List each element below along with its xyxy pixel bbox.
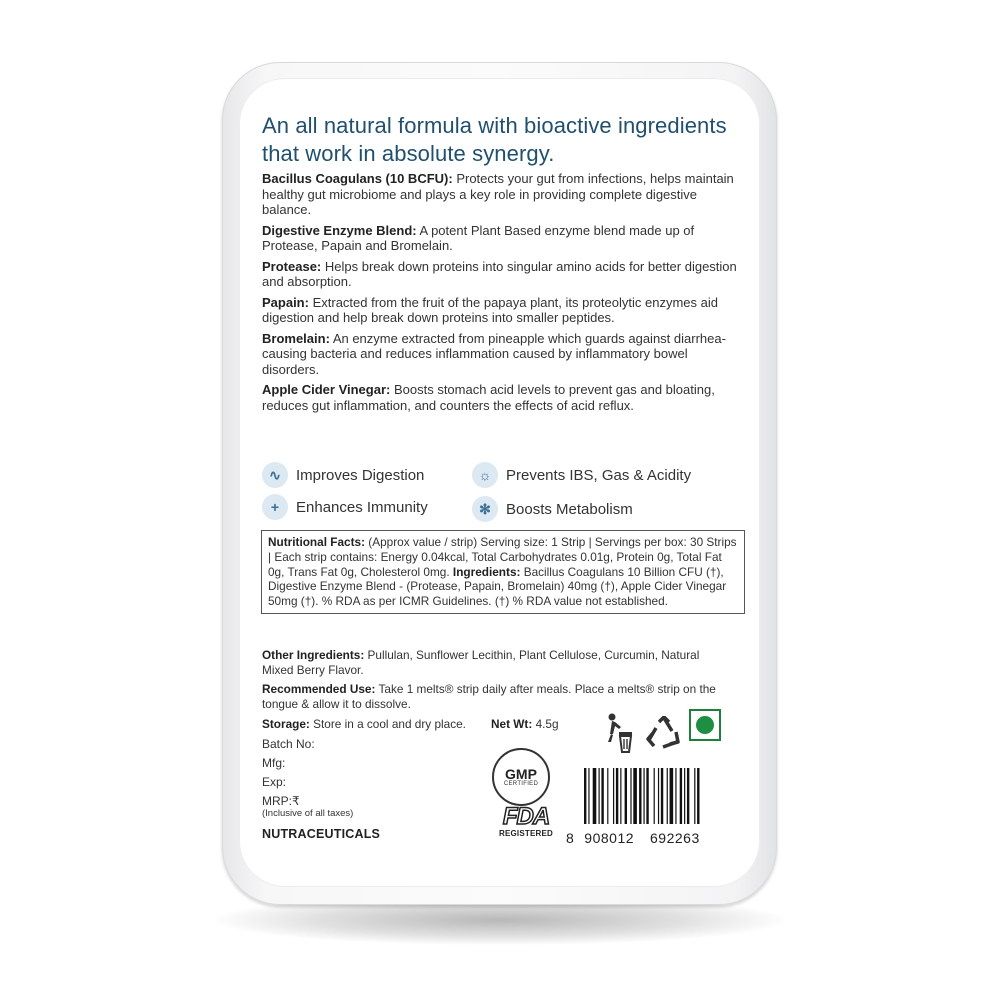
ingredient-item — [262, 171, 742, 218]
intestine-icon: ∿ — [262, 462, 288, 488]
benefit-improves-digestion — [262, 462, 424, 488]
net-weight-label: Net Wt: — [491, 717, 533, 731]
recycle-icon — [645, 716, 683, 752]
fda-text: FDA — [502, 803, 550, 830]
ingredient-name: Digestive Enzyme Blend: — [262, 222, 417, 238]
benefit-enhances-immunity — [262, 494, 428, 520]
recommended-use-text: Take 1 melts® strip daily after meals. Place a melts® strip on the tongue & allow it to dissolve. — [262, 682, 716, 711]
gmp-certified-logo — [492, 748, 550, 806]
ingredient-item — [262, 382, 742, 413]
fda-registered-logo — [491, 805, 561, 838]
brand-line: NUTRACEUTICALS — [262, 827, 381, 841]
ingredient-name: Bromelain: — [262, 330, 330, 346]
ingredient-text: Boosts stomach acid levels to prevent gas and bloating, reduces gut inflammation, and counters the effects of acid reflux. — [262, 382, 715, 413]
nutrition-facts-box — [261, 530, 745, 614]
ingredient-item — [262, 223, 742, 254]
veg-mark-icon — [689, 709, 721, 741]
barcode-digit-lead: 8 — [566, 830, 575, 846]
ingredients-text: Bacillus Coagulans 10 Billion CFU (†), Digestive Enzyme Blend - (Protease, Papain, Bromelain) 40mg (†), Apple Cider Vinegar 50mg (†). % RDA as per ICMR Guidelines. (†) % RDA value not established. — [268, 564, 727, 609]
ingredient-name: Apple Cider Vinegar: — [262, 382, 391, 397]
ingredient-item — [262, 331, 742, 378]
net-weight — [491, 717, 559, 732]
other-ingredients — [262, 648, 732, 678]
tidyman-dispose-icon — [604, 712, 634, 754]
fda-registered-text: REGISTERED — [498, 829, 553, 838]
ingredient-text: Protects your gut from infections, helps maintain healthy gut microbiome and plays a key role in providing complete digestive balance. — [262, 171, 734, 217]
ingredient-text: A potent Plant Based enzyme blend made up of Protease, Papain and Bromelain. — [262, 222, 695, 253]
benefit-label: Enhances Immunity — [296, 498, 428, 516]
stomach-icon: ☼ — [472, 462, 498, 488]
ingredient-text: Helps break down proteins into singular amino acids for better digestion and absorption. — [262, 258, 737, 289]
barcode — [584, 768, 736, 824]
gmp-text: GMP — [505, 766, 537, 782]
mrp: MRP:₹ — [262, 794, 300, 808]
ingredient-item — [262, 259, 742, 290]
metabolism-icon: ✻ — [472, 496, 498, 522]
benefit-label: Boosts Metabolism — [506, 500, 633, 518]
benefit-label: Prevents IBS, Gas & Acidity — [506, 466, 692, 484]
ingredient-name: Protease: — [262, 258, 322, 274]
exp-date: Exp: — [262, 775, 287, 789]
other-ingredients-text: Pullulan, Sunflower Lecithin, Plant Cellulose, Curcumin, Natural Mixed Berry Flavor. — [262, 648, 700, 677]
ingredient-item — [262, 295, 742, 326]
ingredients-label: Ingredients: — [452, 564, 521, 579]
net-weight-value: 4.5g — [535, 717, 559, 731]
nutrition-facts-label: Nutritional Facts: — [268, 535, 366, 549]
nutrition-facts-text: (Approx value / strip) Serving size: 1 Strip | Servings per box: 30 Strips | Each strip contains: Energy 0.04kcal, Total Carbohydrates 0.01g, Protein 0g, Total Fat 0g, Trans Fat 0g, Cholesterol 0mg. — [268, 535, 737, 579]
mrp-note: (Inclusive of all taxes) — [262, 808, 354, 819]
shield-plus-icon: + — [262, 494, 288, 520]
barcode-group-right: 692263 — [650, 830, 700, 846]
ingredient-text: An enzyme extracted from pineapple which guards against diarrhea-causing bacteria and reduces inflammation caused by inflammatory bowel disorders. — [262, 330, 726, 377]
gmp-certified-text: CERTIFIED — [503, 781, 539, 787]
recommended-use-label: Recommended Use: — [262, 682, 376, 696]
storage-label: Storage: — [262, 717, 310, 731]
batch-no: Batch No: — [262, 737, 315, 751]
headline: An all natural formula with bioactive ingredients that work in absolute synergy. — [262, 113, 727, 166]
benefit-label: Improves Digestion — [296, 466, 425, 484]
storage — [262, 717, 466, 732]
ingredient-text: Extracted from the fruit of the papaya plant, its proteolytic enzymes aid digestion and help break down proteins into smaller peptides. — [262, 294, 718, 325]
barcode-number — [566, 830, 700, 846]
benefits-grid — [262, 462, 742, 526]
ingredients-list — [262, 171, 742, 418]
ingredient-name: Bacillus Coagulans (10 BCFU): — [262, 171, 453, 186]
benefit-prevents-ibs — [472, 462, 691, 488]
mfg-date: Mfg: — [262, 756, 286, 770]
other-ingredients-label: Other Ingredients: — [262, 648, 365, 662]
ingredient-name: Papain: — [262, 294, 309, 310]
benefit-boosts-metabolism — [472, 496, 633, 522]
barcode-group-left: 908012 — [584, 830, 635, 846]
storage-text: Store in a cool and dry place. — [313, 717, 466, 731]
recommended-use — [262, 682, 736, 712]
